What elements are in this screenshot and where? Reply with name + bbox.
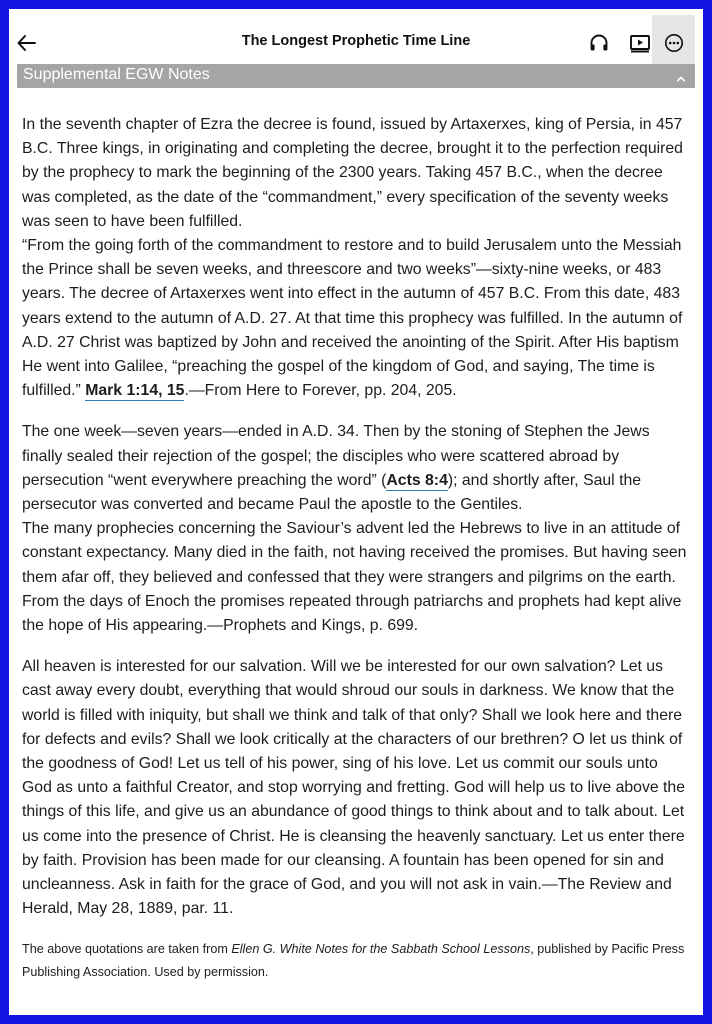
section-header[interactable] — [17, 64, 695, 88]
credit-text: The above quotations are taken from — [22, 941, 232, 956]
paragraph-prophecies: The many prophecies concerning the Saviour’s advent led the Hebrews to live in an attitude of constant expectancy. Many died in the faith, not having received the promises. But having seen them afar off, they believed and confessed that they were strangers and pilgrims on the earth. From the days of Enoch the promises repeated through patriarchs and prophets had kept alive the hope of His appearing.—Prophets and Kings, p. 699. — [22, 520, 687, 635]
paragraph-text: .—From Here to Forever, pp. 204, 205. — [184, 382, 457, 400]
paragraph-seventy-weeks — [22, 234, 688, 403]
more-options-icon[interactable] — [662, 31, 686, 55]
paragraph-one-week — [22, 420, 688, 517]
scripture-link-mark[interactable]: Mark 1:14, 15 — [85, 382, 185, 400]
paragraph-ezra-decree: In the seventh chapter of Ezra the decree is found, issued by Artaxerxes, king of Persia, in 457 B.C. Three kings, in originating and completing the decree, brought it to the perfection required by the prophecy to mark the beginning of the 2300 years. Taking 457 B.C., when the decree was completed, as the date of the “commandment,” every specification of the seventy weeks was seen to have been fulfilled. — [22, 116, 683, 230]
chevron-up-icon[interactable] — [675, 70, 687, 82]
paragraph-text: ); and shortly after, Saul the persecutor was converted and became Paul the apostle to the Gentiles. — [22, 471, 642, 514]
scripture-link-acts[interactable]: Acts 8:4 — [386, 471, 448, 489]
paragraph-text: The one week—seven years—ended in A.D. 34. Then by the stoning of Stephen the Jews finally sealed their rejection of the gospel; the disciples who were scattered abroad by persecution “went everywhere preaching the word” ( — [22, 423, 650, 489]
headphones-icon[interactable] — [587, 31, 611, 55]
section-title: Supplemental EGW Notes — [23, 66, 210, 83]
more-options-button[interactable] — [652, 15, 695, 65]
paragraph-text: “From the going forth of the commandment to restore and to build Jerusalem unto the Messiah the Prince shall be seven weeks, and threescore and two weeks”—sixty-nine weeks, or 483 years. The decree of Artaxerxes went into effect in the autumn of 457 B.C. From this date, 483 years extend to the autumn of A.D. 27. At that time this prophecy was fulfilled. In the autumn of A.D. 27 Christ was baptized by John and received the anointing of the Spirit. After His baptism He went into Galilee, “preaching the gospel of the kingdom of God, and saying, The time is fulfilled.” — [22, 237, 683, 400]
video-play-icon[interactable] — [628, 31, 652, 55]
credit-note — [22, 938, 688, 984]
top-bar — [9, 9, 703, 65]
credit-text: , published by Pacific Press Publishing Association. Used by permission. — [22, 941, 685, 979]
credit-book-title: Ellen G. White Notes for the Sabbath School Lessons — [231, 941, 531, 956]
notes-content — [22, 113, 688, 984]
app-window — [9, 9, 703, 1015]
page-title: The Longest Prophetic Time Line — [241, 33, 471, 49]
paragraph-salvation: All heaven is interested for our salvation. Will we be interested for our own salvation? Let us cast away every doubt, everything that would shroud our souls in darkness. We know that the world is filled with iniquity, but shall we think and talk of that only? Shall we look here and there for defects and evils? Shall we look critically at the characters of our brethren? O let us think of the goodness of God! Let us tell of his power, sing of his love. Let us commit our souls unto God as unto a faithful Creator, and stop worrying and fretting. God will help us to live above the things of this life, and give us an abundance of good things to think about and to talk about. Let us come into the presence of Christ. He is cleansing the heavenly sanctuary. Let us enter there by faith. Provision has been made for our cleansing. A fountain has been opened for sin and uncleanness. Ask in faith for the grace of God, and you will not ask in vain.—The Review and Herald, May 28, 1889, par. 11. — [22, 658, 685, 918]
